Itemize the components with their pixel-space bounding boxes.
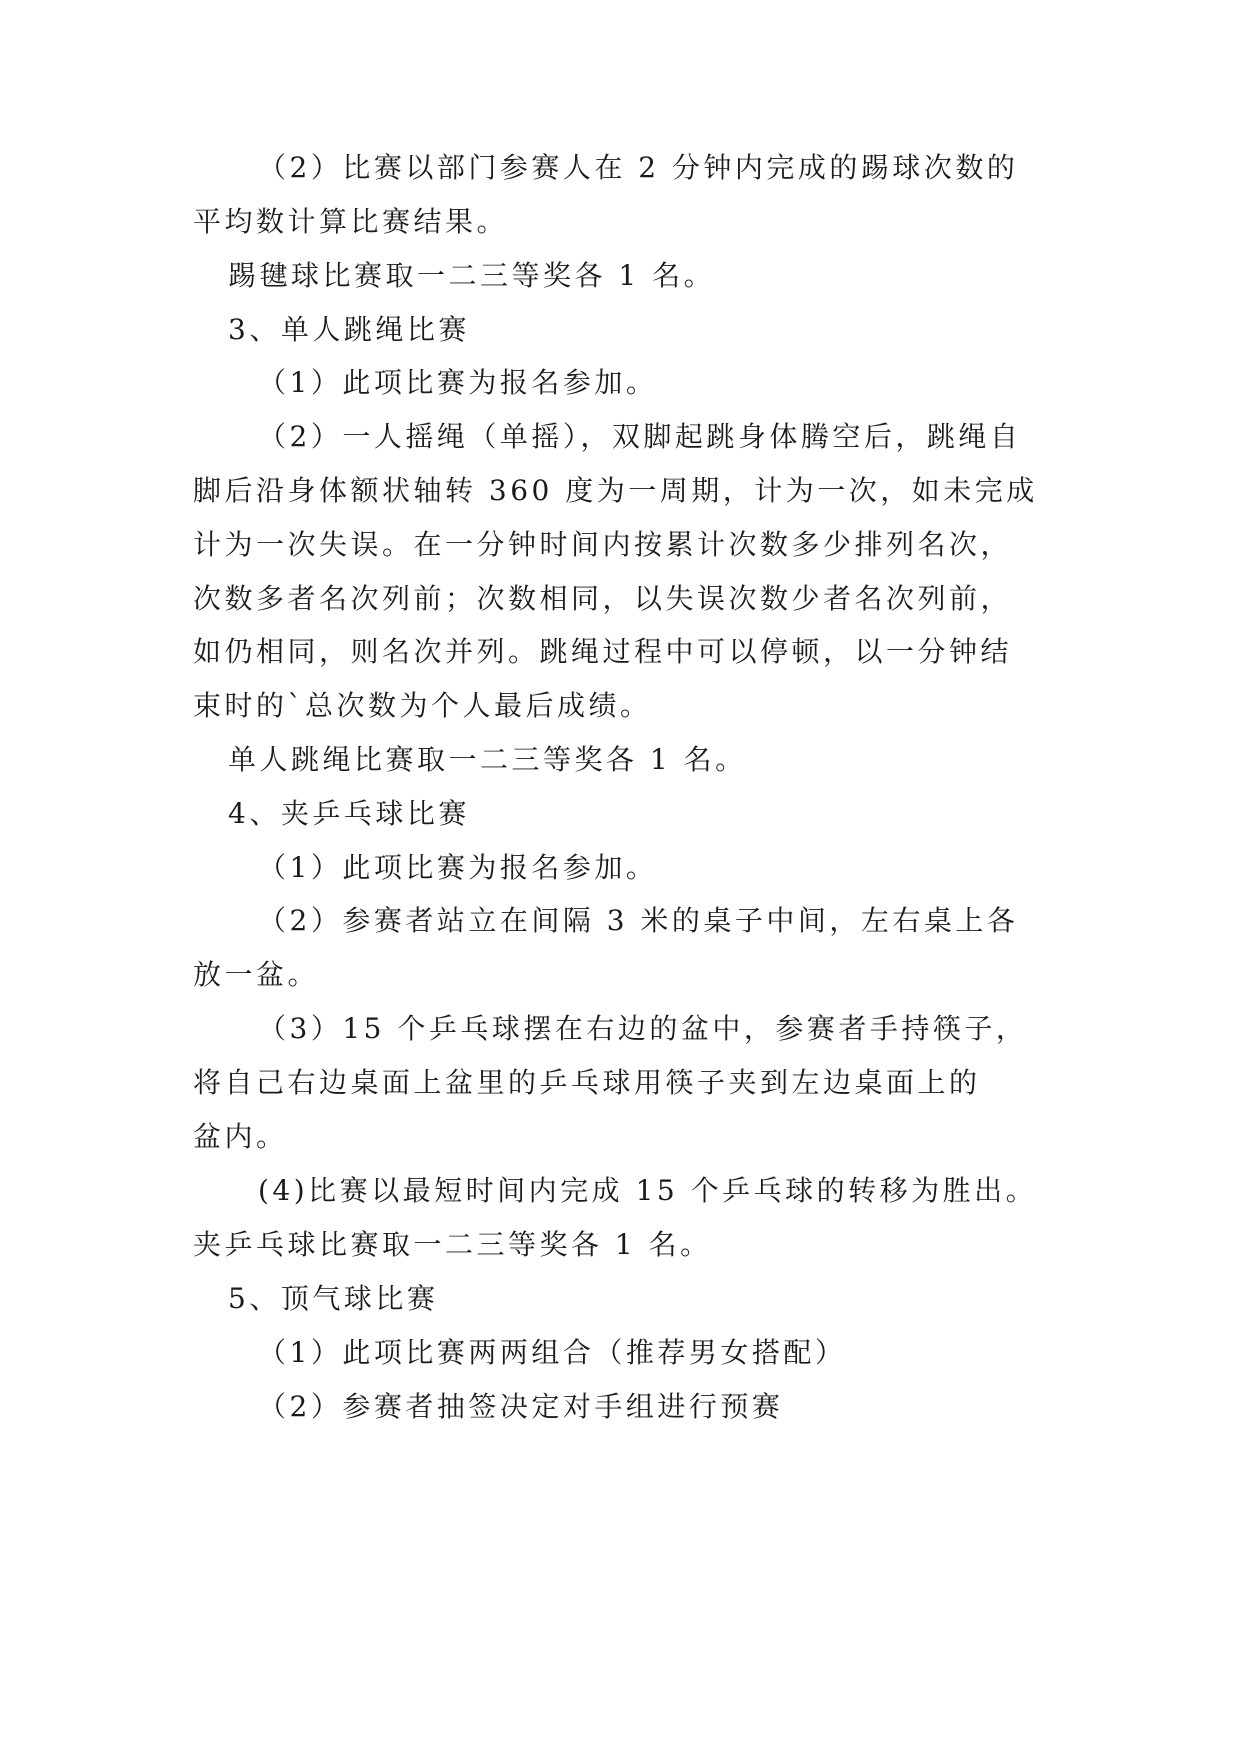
paragraph-line: 次数多者名次列前；次数相同，以失误次数少者名次列前， — [193, 582, 1013, 615]
paragraph-line: 如仍相同，则名次并列。跳绳过程中可以停顿，以一分钟结 — [193, 635, 1013, 668]
paragraph-line: （1）此项比赛为报名参加。 — [258, 851, 658, 884]
paragraph-line: 夹乒乓球比赛取一二三等奖各 1 名。 — [193, 1228, 712, 1261]
section-heading: 5、顶气球比赛 — [228, 1282, 439, 1315]
paragraph-line: （2）参赛者站立在间隔 3 米的桌子中间，左右桌上各 — [258, 904, 1019, 937]
paragraph-line: 平均数计算比赛结果。 — [193, 205, 509, 238]
paragraph-line: （1）此项比赛为报名参加。 — [258, 366, 658, 399]
paragraph-line: （2）参赛者抽签决定对手组进行预赛 — [258, 1390, 784, 1423]
paragraph-line: 踢毽球比赛取一二三等奖各 1 名。 — [228, 259, 716, 292]
paragraph-line: 单人跳绳比赛取一二三等奖各 1 名。 — [228, 743, 747, 776]
paragraph-line: 计为一次失误。在一分钟时间内按累计次数多少排列名次， — [193, 528, 1013, 561]
paragraph-line: 将自己右边桌面上盆里的乒乓球用筷子夹到左边桌面上的 — [193, 1066, 981, 1099]
paragraph-line: （1）此项比赛两两组合（推荐男女搭配） — [258, 1336, 847, 1369]
paragraph-line: (4)比赛以最短时间内完成 15 个乒乓球的转移为胜出。 — [258, 1174, 1038, 1207]
paragraph-line: 盆内。 — [193, 1120, 288, 1153]
paragraph-line: 束时的`总次数为个人最后成绩。 — [193, 689, 652, 722]
paragraph-line: （2）比赛以部门参赛人在 2 分钟内完成的踢球次数的 — [258, 151, 1019, 184]
paragraph-line: （3）15 个乒乓球摆在右边的盆中，参赛者手持筷子， — [258, 1012, 1028, 1045]
paragraph-line: （2）一人摇绳（单摇），双脚起跳身体腾空后，跳绳自 — [258, 420, 1022, 453]
paragraph-line: 放一盆。 — [193, 958, 320, 991]
paragraph-line: 脚后沿身体额状轴转 360 度为一周期，计为一次，如未完成 — [193, 474, 1038, 507]
section-heading: 4、夹乒乓球比赛 — [228, 797, 470, 830]
section-heading: 3、单人跳绳比赛 — [228, 313, 470, 346]
